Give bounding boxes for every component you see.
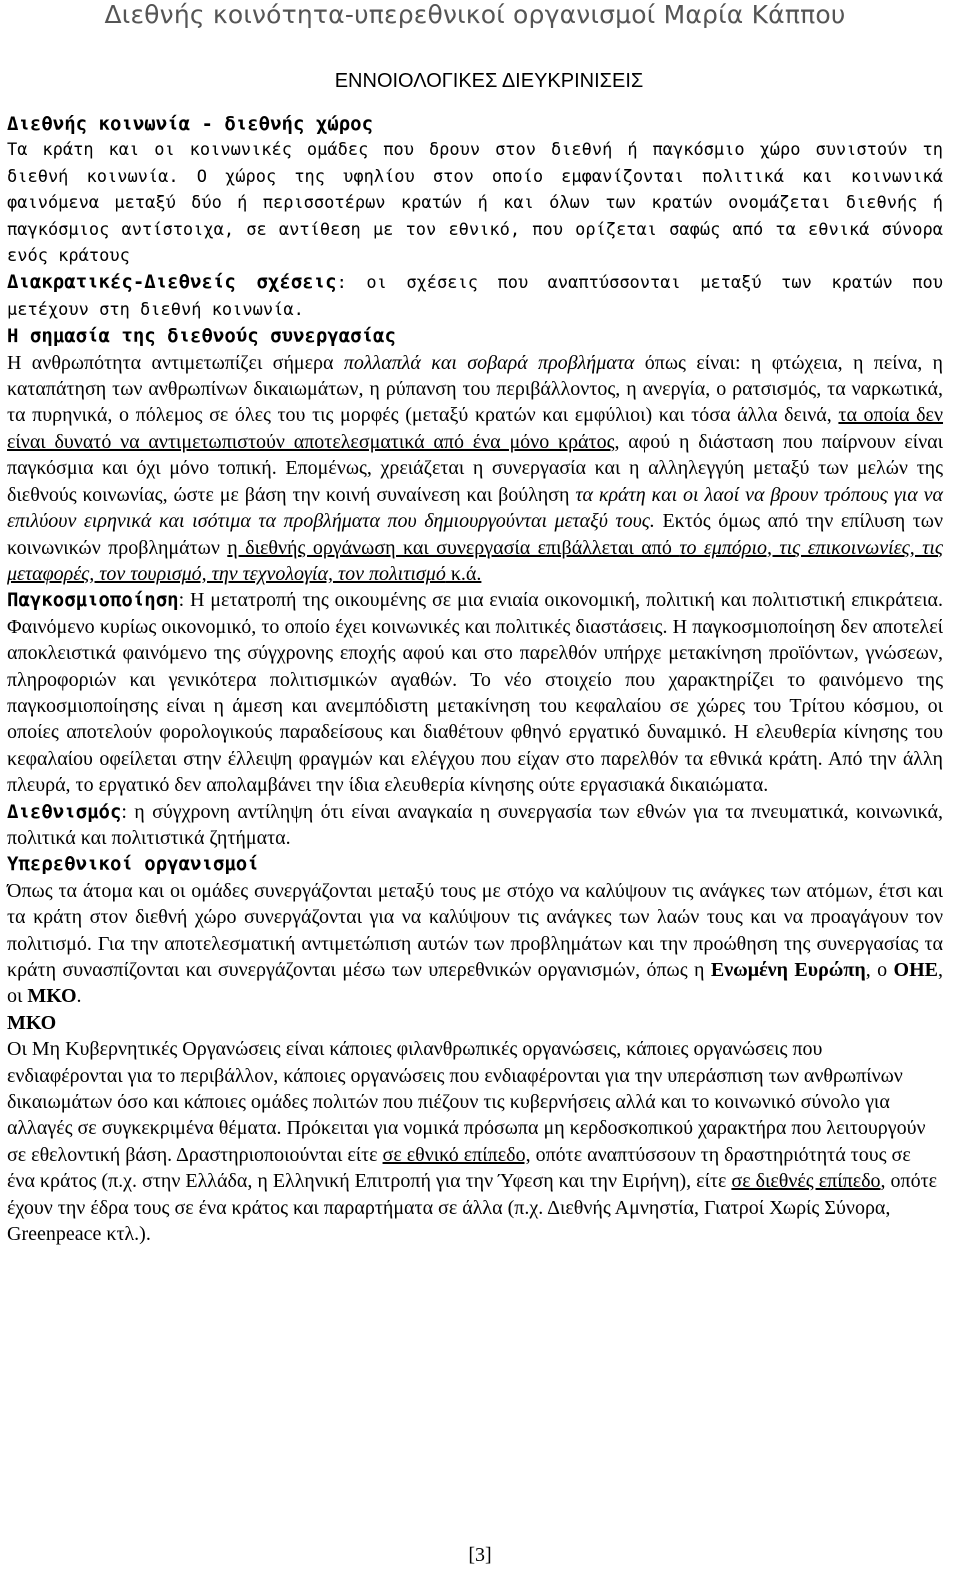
term-colon: : [336,273,347,294]
page-number: [3] [468,1544,492,1566]
document-body [7,111,943,1247]
paragraph-supranational [7,878,943,1010]
term-internationalism: Διεθνισμός [7,800,122,823]
underlined-run: σε διεθνές επίπεδο [731,1170,881,1193]
italic-run: πολλαπλά και σοβαρά προβλήματα [343,351,635,374]
paragraph-ngo [7,1036,943,1247]
term-colon: : [121,800,127,823]
relations-definition: οι σχέσεις που αναπτύσσονται μεταξύ των κρατών που μετέχουν στη διεθνή κοινωνία. [7,273,944,320]
heading-international-society: Διεθνής κοινωνία - διεθνής χώρος [7,113,374,135]
underlined-italic-run: το εμπόριο, τις επικοινωνίες, τις μεταφορές, τον τουρισμό, την τεχνολογία, τον πολιτισμό [7,536,943,585]
paragraph-international-society: Τα κράτη και οι κοινωνικές ομάδες που δρουν στον διεθνή ή παγκόσμιο χώρο συνιστούν τη διεθνή κοινωνία. Ο χώρος της υφηλίου στον οποίο εμφανίζονται πολιτικά και κοινωνικά φαινόμενα μεταξύ δύο ή περισσοτέρων κρατών ή και όλων των κρατών ονομάζεται διεθνής ή παγκόσμιος αντίστοιχα, σε αντίθεση με τον εθνικό, που ορίζεται σαφώς από τα εθνικά σύνορα ενός κράτους [7,140,943,267]
term-relations: Διακρατικές-Διεθνείς σχέσεις [7,271,337,294]
underlined-run: κ.ά. [445,562,482,585]
heading-ngo: ΜΚΟ [7,1011,57,1034]
heading-supranational: Υπερεθνικοί οργανισμοί [7,853,259,876]
text-run: οπότε αναπτύσσουν τη δραστηριότητά τους σε ένα κράτος (π.χ. στην Ελλάδα, η Ελληνική Επιτροπή για την Ύφεση και την Ειρήνη), είτε [7,1143,911,1193]
paragraph-globalization [7,587,943,798]
underlined-run: σε εθνικό επίπεδο, [382,1143,531,1166]
paragraph-relations [7,269,943,323]
globalization-definition: Η μετατροπή της οικουμένης σε μια ενιαία οικονομική, πολιτική και πολιτιστική επικράτεια. Φαινόμενο κυρίως οικονομικό, το οποίο έχει κοινωνικές και πολιτικές διαστάσεις. Η παγκοσμιοποίηση δεν αποτελεί αποκλειστικά φαινόμενο της σύγχρονης εποχής αφού και στο παρελθόν υπήρχε μετακίνηση προϊόντων, γνώσεων, πληροφοριών και γενικότερα πολιτισμικών αγαθών. Το νέο στοιχείο που χαρακτηρίζει το φαινόμενο της παγκοσμιοποίησης είναι η άμεση και ανεμπόδιστη μετακίνηση του κεφαλαίου σε χώρες του Τρίτου κόσμου, οι οποίες αποτελούν φορολογικούς παραδείσους και διαθέτουν φθηνό εργατικό δυναμικό. Η ελευθερία κίνησης του κεφαλαίου οφείλεται στην έλλειψη φραγμών και ελέγχου που είχαν στο παρελθόν τα εθνικά κράτη. Από την άλλη πλευρά, το εργατικό δεν απολαμβάνει την ίδια ελευθερία κίνησης ούτε εργασιακά δικαιώματα. [7,589,943,797]
term-globalization: Παγκοσμιοποίηση [7,589,179,612]
internationalism-definition: η σύγχρονη αντίληψη ότι είναι αναγκαία η συνεργασία των εθνών για τα πνευματικά, κοινωνικά, πολιτικά και πολιτιστικά ζητήματα. [7,800,943,849]
term-colon: : [178,589,185,612]
text-run: Εκτός όμως από την επίλυση των κοινωνικών προβλημάτων [7,510,943,559]
bold-run: Ενωμένη Ευρώπη [710,959,866,981]
document-title: ΕΝΝΟΙΟΛΟΓΙΚΕΣ ΔΙΕΥΚΡΙΝΙΣΕΙΣ [334,70,644,92]
text-run: όπως είναι: η φτώχεια, η πείνα, η καταπάτηση των ανθρωπίνων δικαιωμάτων, η ρύπανση του περιβάλλοντος, η ανεργία, ο ρατσισμός, τα ναρκωτικά, τα πυρηνικά, ο πόλεμος σε όλες του τις μορφές (μεταξύ κρατών και εμφύλιοι) και τόσα άλλα δεινά, [7,351,944,427]
text-run: , οπότε έχουν την έδρα τους σε ένα κράτος και παραρτήματα σε άλλα (π.χ. Διεθνής Αμνηστία, Γιατροί Χωρίς Σύνορα, Greenpeace κτλ.). [7,1170,938,1246]
bold-run: ΟΗΕ [893,959,938,981]
heading-cooperation: Η σημασία της διεθνούς συνεργασίας [7,325,396,348]
italic-run: τα κράτη και οι λαοί να βρουν τρόπους για να επιλύουν ειρηνικά και ισότιμα τα προβλήματα που δημιουργούνται μεταξύ τους. [7,483,943,533]
text-run: , αφού η διάσταση που παίρνουν είναι παγκόσμια και όχι μόνο τοπική. Επομένως, χρειάζεται η συνεργασία και η αλληλεγγύη μεταξύ των μελών της διεθνούς κοινωνίας, ώστε με βάση την κοινή συναίνεση και βούληση [7,430,943,506]
text-run: . [76,985,82,1008]
underlined-run: τα οποία δεν είναι δυνατό να αντιμετωπιστούν αποτελεσματικά από ένα μόνο κράτος [7,404,944,453]
underlined-run: η διεθνής οργάνωση και συνεργασία επιβάλλεται από [227,536,680,559]
paragraph-internationalism [7,799,943,852]
text-run: Οι Μη Κυβερνητικές Οργανώσεις είναι κάποιες φιλανθρωπικές οργανώσεις, κάποιες οργανώσεις που ενδιαφέρονται για το περιβάλλον, κάποιες οργανώσεις που ενδιαφέρονται για την υπεράσπιση των ανθρωπίνων δικαιωμάτων όσο και κάποιες ομάδες πολιτών που πιέζουν τις κυβερνήσεις αλλά και το κοινωνικό σύνολο για αλλαγές σε συγκεκριμένα θέματα. Πρόκειται για νομικά πρόσωπα μη κερδοσκοπικού χαρακτήρα που λειτουργούν σε εθελοντική βάση. Δραστηριοποιούνται είτε [7,1038,926,1166]
text-run: , ο [865,959,894,981]
document-page [7,0,943,1247]
paragraph-cooperation [7,350,943,588]
text-run: Η ανθρωπότητα αντιμετωπίζει σήμερα [7,351,344,374]
bold-run: ΜΚΟ [27,985,77,1008]
text-run: , οι [7,959,943,1008]
running-header: Διεθνής κοινότητα-υπερεθνικοί οργανισμοί Μαρία Κάππου [104,0,846,29]
text-run: Όπως τα άτομα και οι ομάδες συνεργάζονται μεταξύ τους με στόχο να καλύψουν τις ανάγκες των ατόμων, έτσι και τα κράτη στον διεθνή χώρο συνεργάζονται για να καλύψουν τις ανάγκες των λαών τους και να προαγάγουν τον πολιτισμό. Για την αποτελεσματική αντιμετώπιση αυτών των προβλημάτων και την προώθηση της συνεργασίας τα κράτη συνασπίζονται και συνεργάζονται μέσω των υπερεθνικών οργανισμών, όπως η [7,879,943,981]
